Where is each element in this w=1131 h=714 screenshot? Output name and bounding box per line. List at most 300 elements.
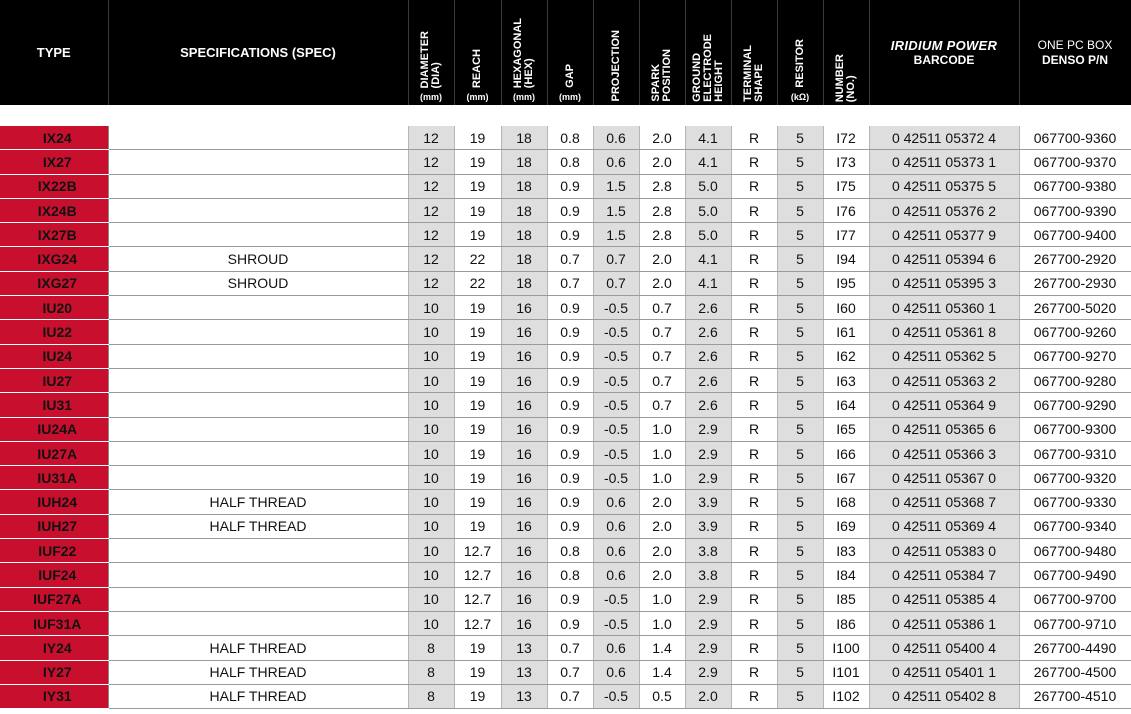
spec-cell: [108, 126, 408, 150]
diameter-cell: 10: [408, 563, 454, 587]
barcode-cell: 0 42511 05369 4: [869, 514, 1019, 538]
projection-cell: -0.5: [593, 466, 639, 490]
denso-pn-cell: 067700-9380: [1019, 174, 1131, 198]
terminal-shape-cell: R: [731, 417, 777, 441]
header-ground-electrode-label: GROUND ELECTRODE HEIGHT: [690, 34, 725, 102]
spec-cell: [108, 393, 408, 417]
diameter-cell: 10: [408, 490, 454, 514]
ground-electrode-cell: 4.1: [685, 126, 731, 150]
terminal-shape-cell: R: [731, 223, 777, 247]
spark-position-cell: 2.8: [639, 174, 685, 198]
header-gap-label: GAP: [563, 64, 576, 88]
table-body: [0, 126, 1131, 709]
diameter-cell: 10: [408, 611, 454, 635]
projection-cell: -0.5: [593, 684, 639, 708]
spark-position-cell: 0.7: [639, 296, 685, 320]
spec-cell: [108, 441, 408, 465]
hexagonal-cell: 16: [501, 611, 547, 635]
diameter-cell: 8: [408, 660, 454, 684]
barcode-cell: 0 42511 05363 2: [869, 368, 1019, 392]
hexagonal-cell: 18: [501, 247, 547, 271]
type-cell: IU22: [0, 320, 108, 344]
gap-cell: 0.9: [547, 417, 593, 441]
number-cell: I84: [823, 563, 869, 587]
barcode-cell: 0 42511 05377 9: [869, 223, 1019, 247]
gap-cell: 0.9: [547, 611, 593, 635]
header-resitor-unit: (kΩ): [790, 92, 810, 102]
spec-cell: [108, 344, 408, 368]
resitor-cell: 5: [777, 320, 823, 344]
header-barcode: [869, 0, 1019, 105]
type-cell: IUF31A: [0, 611, 108, 635]
number-cell: I66: [823, 441, 869, 465]
gap-cell: 0.7: [547, 271, 593, 295]
resitor-cell: 5: [777, 368, 823, 392]
spark-position-cell: 1.0: [639, 466, 685, 490]
spark-position-cell: 0.7: [639, 393, 685, 417]
projection-cell: 0.7: [593, 247, 639, 271]
type-cell: IY27: [0, 660, 108, 684]
ground-electrode-cell: 5.0: [685, 174, 731, 198]
projection-cell: 1.5: [593, 198, 639, 222]
hexagonal-cell: 16: [501, 368, 547, 392]
diameter-cell: 10: [408, 441, 454, 465]
table-row: [0, 660, 1131, 684]
gap-cell: 0.8: [547, 563, 593, 587]
spec-cell: [108, 417, 408, 441]
reach-cell: 19: [454, 393, 501, 417]
barcode-cell: 0 42511 05386 1: [869, 611, 1019, 635]
projection-cell: -0.5: [593, 587, 639, 611]
table-row: [0, 563, 1131, 587]
projection-cell: -0.5: [593, 296, 639, 320]
projection-cell: -0.5: [593, 393, 639, 417]
type-cell: IUF24: [0, 563, 108, 587]
diameter-cell: 10: [408, 296, 454, 320]
table-row: [0, 514, 1131, 538]
terminal-shape-cell: R: [731, 198, 777, 222]
terminal-shape-cell: R: [731, 490, 777, 514]
ground-electrode-cell: 2.6: [685, 393, 731, 417]
diameter-cell: 8: [408, 636, 454, 660]
diameter-cell: 12: [408, 198, 454, 222]
resitor-cell: 5: [777, 587, 823, 611]
ground-electrode-cell: 5.0: [685, 223, 731, 247]
spark-position-cell: 1.0: [639, 441, 685, 465]
barcode-cell: 0 42511 05376 2: [869, 198, 1019, 222]
ground-electrode-cell: 2.9: [685, 441, 731, 465]
reach-cell: 12.7: [454, 539, 501, 563]
table-row: [0, 636, 1131, 660]
denso-pn-cell: 067700-9310: [1019, 441, 1131, 465]
number-cell: I100: [823, 636, 869, 660]
number-cell: I75: [823, 174, 869, 198]
header-gap: [547, 0, 593, 105]
denso-pn-cell: 067700-9490: [1019, 563, 1131, 587]
gap-cell: 0.8: [547, 126, 593, 150]
reach-cell: 12.7: [454, 587, 501, 611]
terminal-shape-cell: R: [731, 150, 777, 174]
spark-position-cell: 1.0: [639, 417, 685, 441]
hexagonal-cell: 16: [501, 296, 547, 320]
reach-cell: 19: [454, 344, 501, 368]
spec-cell: [108, 539, 408, 563]
denso-pn-cell: 067700-9360: [1019, 126, 1131, 150]
barcode-cell: 0 42511 05366 3: [869, 441, 1019, 465]
hexagonal-cell: 16: [501, 393, 547, 417]
resitor-cell: 5: [777, 247, 823, 271]
diameter-cell: 10: [408, 539, 454, 563]
gap-cell: 0.9: [547, 344, 593, 368]
header-resitor: [777, 0, 823, 105]
projection-cell: -0.5: [593, 368, 639, 392]
terminal-shape-cell: R: [731, 271, 777, 295]
ground-electrode-cell: 2.6: [685, 320, 731, 344]
diameter-cell: 10: [408, 514, 454, 538]
diameter-cell: 8: [408, 684, 454, 708]
resitor-cell: 5: [777, 393, 823, 417]
resitor-cell: 5: [777, 611, 823, 635]
type-cell: IX24: [0, 126, 108, 150]
reach-cell: 19: [454, 441, 501, 465]
hexagonal-cell: 18: [501, 126, 547, 150]
terminal-shape-cell: R: [731, 368, 777, 392]
denso-pn-cell: 067700-9700: [1019, 587, 1131, 611]
terminal-shape-cell: R: [731, 466, 777, 490]
ground-electrode-cell: 2.9: [685, 611, 731, 635]
terminal-shape-cell: R: [731, 563, 777, 587]
barcode-cell: 0 42511 05372 4: [869, 126, 1019, 150]
hexagonal-cell: 16: [501, 563, 547, 587]
denso-pn-cell: 267700-4510: [1019, 684, 1131, 708]
hexagonal-cell: 16: [501, 514, 547, 538]
diameter-cell: 10: [408, 466, 454, 490]
spark-position-cell: 0.5: [639, 684, 685, 708]
terminal-shape-cell: R: [731, 126, 777, 150]
projection-cell: -0.5: [593, 344, 639, 368]
type-cell: IUF27A: [0, 587, 108, 611]
diameter-cell: 10: [408, 344, 454, 368]
gap-cell: 0.8: [547, 539, 593, 563]
denso-pn-cell: 067700-9270: [1019, 344, 1131, 368]
ground-electrode-cell: 2.9: [685, 417, 731, 441]
ground-electrode-cell: 2.0: [685, 684, 731, 708]
resitor-cell: 5: [777, 660, 823, 684]
diameter-cell: 12: [408, 150, 454, 174]
ground-electrode-cell: 4.1: [685, 247, 731, 271]
spec-cell: HALF THREAD: [108, 636, 408, 660]
header-spec: SPECIFICATIONS (SPEC): [108, 0, 408, 105]
header-type: TYPE: [0, 0, 108, 105]
header-terminal-shape-label: TERMINAL SHAPE: [742, 45, 765, 102]
diameter-cell: 10: [408, 393, 454, 417]
projection-cell: 1.5: [593, 174, 639, 198]
number-cell: I102: [823, 684, 869, 708]
table-row: [0, 344, 1131, 368]
denso-pn-cell: 267700-4500: [1019, 660, 1131, 684]
barcode-cell: 0 42511 05375 5: [869, 174, 1019, 198]
resitor-cell: 5: [777, 441, 823, 465]
spark-position-cell: 2.0: [639, 247, 685, 271]
projection-cell: 0.6: [593, 563, 639, 587]
resitor-cell: 5: [777, 296, 823, 320]
header-reach-unit: (mm): [466, 92, 489, 102]
number-cell: I65: [823, 417, 869, 441]
type-cell: IU24: [0, 344, 108, 368]
header-denso-pn-label: DENSO P/N: [1041, 52, 1108, 67]
terminal-shape-cell: R: [731, 344, 777, 368]
number-cell: I85: [823, 587, 869, 611]
hexagonal-cell: 18: [501, 198, 547, 222]
denso-pn-cell: 067700-9400: [1019, 223, 1131, 247]
type-cell: IU20: [0, 296, 108, 320]
hexagonal-cell: 16: [501, 417, 547, 441]
spec-cell: HALF THREAD: [108, 514, 408, 538]
terminal-shape-cell: R: [731, 393, 777, 417]
reach-cell: 19: [454, 660, 501, 684]
number-cell: I86: [823, 611, 869, 635]
reach-cell: 12.7: [454, 611, 501, 635]
table-row: [0, 393, 1131, 417]
terminal-shape-cell: R: [731, 247, 777, 271]
reach-cell: 19: [454, 223, 501, 247]
gap-cell: 0.9: [547, 466, 593, 490]
denso-pn-cell: 067700-9710: [1019, 611, 1131, 635]
spark-position-cell: 0.7: [639, 344, 685, 368]
gap-cell: 0.9: [547, 368, 593, 392]
number-cell: I67: [823, 466, 869, 490]
barcode-cell: 0 42511 05365 6: [869, 417, 1019, 441]
spec-cell: SHROUD: [108, 247, 408, 271]
diameter-cell: 12: [408, 223, 454, 247]
spark-position-cell: 2.8: [639, 223, 685, 247]
table-row: [0, 684, 1131, 708]
barcode-cell: 0 42511 05401 1: [869, 660, 1019, 684]
spark-position-cell: 0.7: [639, 368, 685, 392]
terminal-shape-cell: R: [731, 539, 777, 563]
ground-electrode-cell: 2.9: [685, 466, 731, 490]
number-cell: I94: [823, 247, 869, 271]
barcode-cell: 0 42511 05361 8: [869, 320, 1019, 344]
table-row: [0, 296, 1131, 320]
gap-cell: 0.9: [547, 198, 593, 222]
denso-pn-cell: 067700-9290: [1019, 393, 1131, 417]
header-hexagonal: [501, 0, 547, 105]
hexagonal-cell: 13: [501, 636, 547, 660]
hexagonal-cell: 18: [501, 150, 547, 174]
type-cell: IX27B: [0, 223, 108, 247]
resitor-cell: 5: [777, 271, 823, 295]
resitor-cell: 5: [777, 126, 823, 150]
terminal-shape-cell: R: [731, 441, 777, 465]
number-cell: I63: [823, 368, 869, 392]
barcode-cell: 0 42511 05360 1: [869, 296, 1019, 320]
barcode-cell: 0 42511 05400 4: [869, 636, 1019, 660]
hexagonal-cell: 18: [501, 223, 547, 247]
reach-cell: 19: [454, 636, 501, 660]
gap-cell: 0.9: [547, 587, 593, 611]
type-cell: IX27: [0, 150, 108, 174]
resitor-cell: 5: [777, 563, 823, 587]
projection-cell: -0.5: [593, 611, 639, 635]
table-row: [0, 441, 1131, 465]
header-diameter: [408, 0, 454, 105]
hexagonal-cell: 16: [501, 490, 547, 514]
header-spacer: [0, 105, 1131, 126]
diameter-cell: 12: [408, 174, 454, 198]
reach-cell: 19: [454, 466, 501, 490]
ground-electrode-cell: 2.9: [685, 660, 731, 684]
denso-pn-cell: 267700-2930: [1019, 271, 1131, 295]
terminal-shape-cell: R: [731, 660, 777, 684]
gap-cell: 0.7: [547, 684, 593, 708]
ground-electrode-cell: 2.9: [685, 587, 731, 611]
table-row: [0, 539, 1131, 563]
spark-position-cell: 1.0: [639, 587, 685, 611]
barcode-cell: 0 42511 05364 9: [869, 393, 1019, 417]
spark-position-cell: 0.7: [639, 320, 685, 344]
hexagonal-cell: 16: [501, 344, 547, 368]
terminal-shape-cell: R: [731, 587, 777, 611]
number-cell: I76: [823, 198, 869, 222]
denso-pn-cell: 267700-2920: [1019, 247, 1131, 271]
denso-pn-cell: 067700-9300: [1019, 417, 1131, 441]
number-cell: I73: [823, 150, 869, 174]
header-ground-electrode: [685, 0, 731, 105]
header-one-pc-box: ONE PC BOX: [1037, 37, 1113, 52]
projection-cell: 0.6: [593, 514, 639, 538]
reach-cell: 19: [454, 320, 501, 344]
terminal-shape-cell: R: [731, 636, 777, 660]
barcode-cell: 0 42511 05368 7: [869, 490, 1019, 514]
table-row: [0, 466, 1131, 490]
ground-electrode-cell: 2.6: [685, 296, 731, 320]
type-cell: IUH27: [0, 514, 108, 538]
projection-cell: 0.6: [593, 539, 639, 563]
gap-cell: 0.9: [547, 320, 593, 344]
gap-cell: 0.9: [547, 296, 593, 320]
spec-cell: [108, 368, 408, 392]
spec-cell: HALF THREAD: [108, 684, 408, 708]
diameter-cell: 12: [408, 247, 454, 271]
reach-cell: 19: [454, 490, 501, 514]
gap-cell: 0.9: [547, 441, 593, 465]
ground-electrode-cell: 2.9: [685, 636, 731, 660]
projection-cell: -0.5: [593, 320, 639, 344]
diameter-cell: 10: [408, 368, 454, 392]
number-cell: I101: [823, 660, 869, 684]
terminal-shape-cell: R: [731, 320, 777, 344]
spec-cell: [108, 223, 408, 247]
table-row: [0, 490, 1131, 514]
barcode-cell: 0 42511 05384 7: [869, 563, 1019, 587]
table-row: [0, 247, 1131, 271]
diameter-cell: 10: [408, 417, 454, 441]
header-diameter-label: DIAMETER (DIA): [419, 30, 442, 88]
resitor-cell: 5: [777, 490, 823, 514]
projection-cell: -0.5: [593, 417, 639, 441]
type-cell: IXG24: [0, 247, 108, 271]
table-row: [0, 368, 1131, 392]
ground-electrode-cell: 2.6: [685, 368, 731, 392]
number-cell: I83: [823, 539, 869, 563]
gap-cell: 0.9: [547, 223, 593, 247]
gap-cell: 0.9: [547, 514, 593, 538]
reach-cell: 19: [454, 417, 501, 441]
spec-cell: HALF THREAD: [108, 660, 408, 684]
header-denso-pn: [1019, 0, 1131, 105]
barcode-cell: 0 42511 05395 3: [869, 271, 1019, 295]
barcode-cell: 0 42511 05402 8: [869, 684, 1019, 708]
table-row: [0, 150, 1131, 174]
type-cell: IX24B: [0, 198, 108, 222]
denso-pn-cell: 067700-9370: [1019, 150, 1131, 174]
spec-cell: [108, 611, 408, 635]
spec-cell: HALF THREAD: [108, 490, 408, 514]
spark-position-cell: 1.4: [639, 660, 685, 684]
hexagonal-cell: 16: [501, 587, 547, 611]
spec-cell: [108, 587, 408, 611]
hexagonal-cell: 13: [501, 660, 547, 684]
hexagonal-cell: 16: [501, 441, 547, 465]
hexagonal-cell: 18: [501, 174, 547, 198]
ground-electrode-cell: 3.8: [685, 539, 731, 563]
resitor-cell: 5: [777, 223, 823, 247]
header-diameter-unit: (mm): [420, 92, 442, 102]
diameter-cell: 12: [408, 271, 454, 295]
spec-cell: [108, 150, 408, 174]
resitor-cell: 5: [777, 150, 823, 174]
spec-cell: [108, 174, 408, 198]
diameter-cell: 12: [408, 126, 454, 150]
reach-cell: 19: [454, 296, 501, 320]
spark-position-cell: 2.0: [639, 514, 685, 538]
gap-cell: 0.7: [547, 660, 593, 684]
reach-cell: 19: [454, 150, 501, 174]
header-spark-position-label: SPARK POSITION: [650, 49, 673, 102]
number-cell: I95: [823, 271, 869, 295]
type-cell: IU27: [0, 368, 108, 392]
denso-pn-cell: 267700-4490: [1019, 636, 1131, 660]
gap-cell: 0.9: [547, 490, 593, 514]
barcode-cell: 0 42511 05385 4: [869, 587, 1019, 611]
resitor-cell: 5: [777, 344, 823, 368]
barcode-cell: 0 42511 05367 0: [869, 466, 1019, 490]
type-cell: IY31: [0, 684, 108, 708]
number-cell: I69: [823, 514, 869, 538]
spark-position-cell: 2.0: [639, 539, 685, 563]
number-cell: I64: [823, 393, 869, 417]
resitor-cell: 5: [777, 636, 823, 660]
barcode-cell: 0 42511 05362 5: [869, 344, 1019, 368]
header-projection: [593, 0, 639, 105]
spark-position-cell: 2.0: [639, 126, 685, 150]
ground-electrode-cell: 3.8: [685, 563, 731, 587]
denso-pn-cell: 067700-9330: [1019, 490, 1131, 514]
resitor-cell: 5: [777, 514, 823, 538]
spec-cell: [108, 563, 408, 587]
header-hexagonal-label: HEXAGONAL (HEX): [512, 17, 535, 88]
terminal-shape-cell: R: [731, 296, 777, 320]
table-row: [0, 174, 1131, 198]
resitor-cell: 5: [777, 684, 823, 708]
type-cell: IX22B: [0, 174, 108, 198]
gap-cell: 0.7: [547, 247, 593, 271]
terminal-shape-cell: R: [731, 174, 777, 198]
diameter-cell: 10: [408, 320, 454, 344]
header-gap-unit: (mm): [559, 92, 581, 102]
type-cell: IUF22: [0, 539, 108, 563]
